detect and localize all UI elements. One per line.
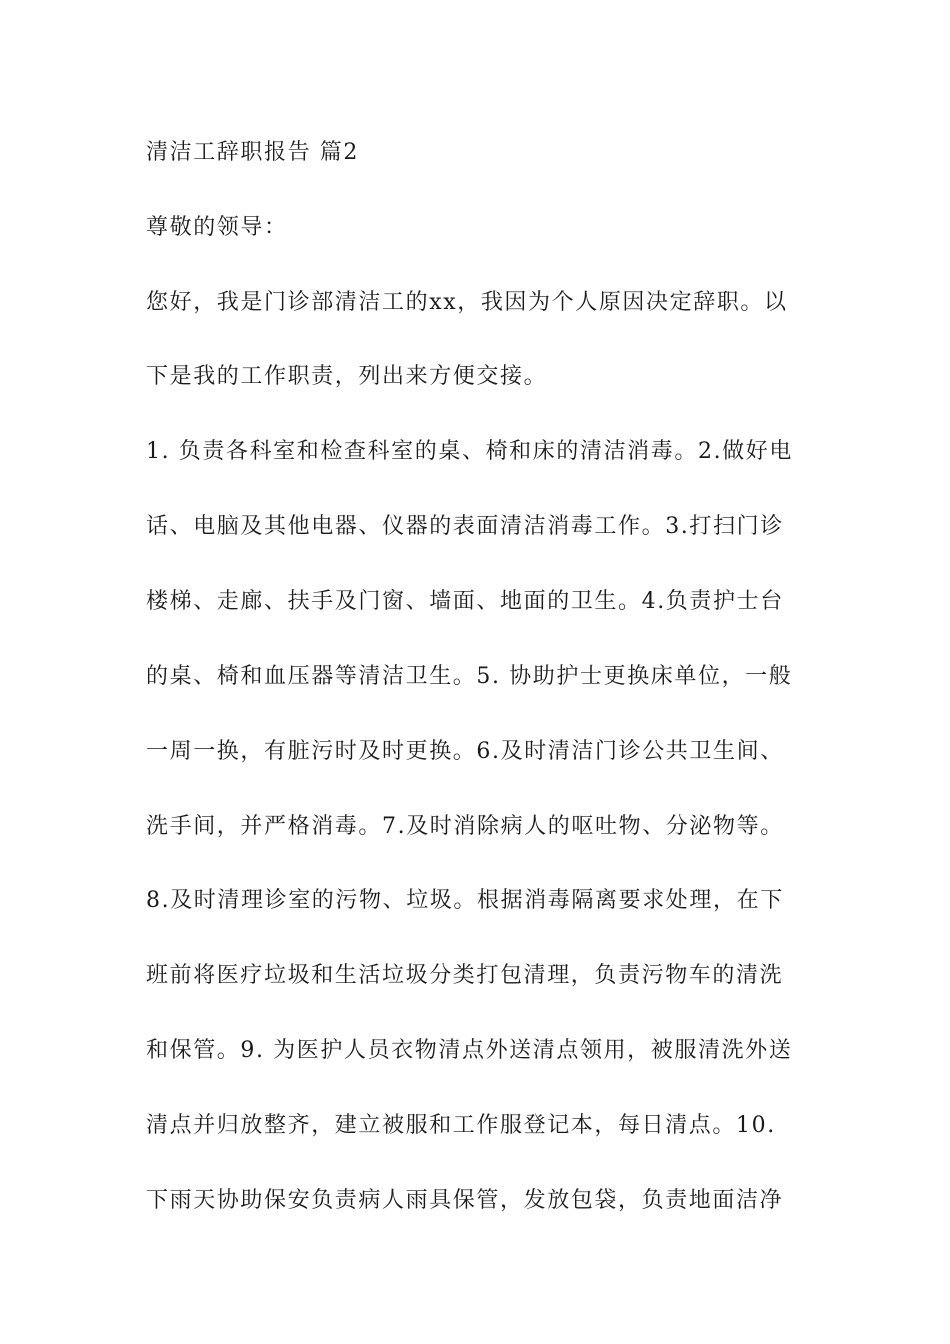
- body-line: 清点并归放整齐，建立被服和工作服登记本，每日清点。10.: [146, 1113, 776, 1138]
- salutation: 尊敬的领导：: [146, 215, 288, 240]
- body-line: 话、电脑及其他电器、仪器的表面清洁消毒工作。3.打扫门诊: [146, 514, 784, 539]
- body-line: 1. 负责各科室和检查科室的桌、椅和床的清洁消毒。2.做好电: [146, 439, 793, 464]
- body-line: 一周一换，有脏污时及时更换。6.及时清洁门诊公共卫生间、: [146, 739, 784, 764]
- body-line: 的桌、椅和血压器等清洁卫生。5. 协助护士更换床单位，一般: [146, 664, 793, 689]
- body-line: 和保管。9. 为医护人员衣物清点外送清点领用，被服清洗外送: [146, 1038, 793, 1063]
- document-title: 清洁工辞职报告 篇2: [146, 140, 359, 165]
- body-line: 您好，我是门诊部清洁工的xx，我因为个人原因决定辞职。以: [146, 290, 788, 315]
- body-line: 下雨天协助保安负责病人雨具保管，发放包袋，负责地面洁净: [146, 1188, 784, 1213]
- body-line: 下是我的工作职责，列出来方便交接。: [146, 364, 548, 389]
- body-line: 洗手间，并严格消毒。7.及时消除病人的呕吐物、分泌物等。: [146, 814, 784, 839]
- body-line: 班前将医疗垃圾和生活垃圾分类打包清理，负责污物车的清洗: [146, 963, 784, 988]
- body-line: 8.及时清理诊室的污物、垃圾。根据消毒隔离要求处理，在下: [146, 888, 784, 913]
- body-line: 楼梯、走廊、扶手及门窗、墙面、地面的卫生。4.负责护士台: [146, 589, 784, 614]
